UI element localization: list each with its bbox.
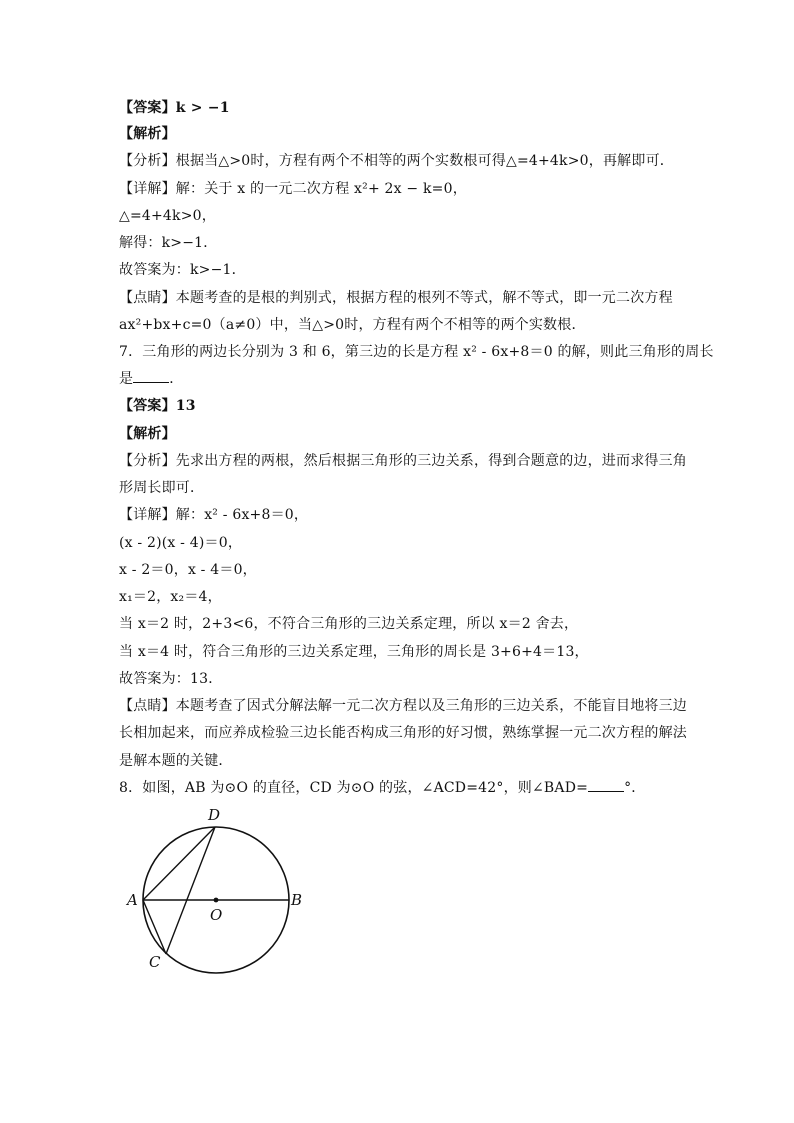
label-b: B (291, 891, 303, 909)
question-8-text (119, 778, 645, 798)
solution-step: 故答案为：13． (119, 671, 223, 687)
comment-line: 是解本题的关键． (119, 753, 233, 769)
analysis-line: 【分析】先求出方程的两根，然后根据三角形的三边关系，得到合题意的边，进而求得三角 (119, 453, 687, 469)
label-d: D (208, 806, 221, 824)
question-8-suffix: °． (624, 780, 646, 796)
solution-step: △=4+4k>0， (119, 208, 216, 224)
answer-blank (588, 779, 624, 792)
question-7-text: 7．三角形的两边长分别为 3 和 6，第三边的长是方程 x² - 6x+8＝0 的解，则此三角形的周长 (119, 344, 714, 360)
comment-line: 【点睛】本题考查了因式分解法解一元二次方程以及三角形的三边关系，不能盲目地将三边 (119, 698, 687, 714)
label-c: C (149, 953, 161, 971)
question-7-prefix: 是 (119, 371, 134, 387)
solution-step: (x - 2)(x - 4)＝0， (119, 535, 243, 551)
comment-line: ax²+bx+c=0（a≠0）中，当△>0时，方程有两个不相等的两个实数根． (119, 317, 586, 333)
analysis-line: 形周长即可． (119, 480, 205, 496)
analysis-heading: 【解析】 (119, 426, 176, 442)
comment-line: 长相加起来，而应养成检验三边长能否构成三角形的好习惯，熟练掌握一元二次方程的解法 (119, 725, 687, 741)
answer-blank (133, 370, 169, 383)
solution-line: 【详解】解：关于 x 的一元二次方程 x²+ 2x − k=0， (119, 181, 467, 197)
label-a: A (127, 891, 138, 909)
solution-step: 故答案为：k>−1． (119, 262, 246, 278)
segment-ac (143, 900, 166, 954)
question-7-text-end (119, 369, 183, 389)
question-7-suffix: ． (169, 371, 184, 387)
circle-figure (118, 800, 318, 980)
question-8-prefix: 8．如图，AB 为⊙O 的直径，CD 为⊙O 的弦，∠ACD=42°，则∠BAD= (119, 780, 589, 796)
label-o: O (210, 906, 223, 924)
answer-line: 【答案】k > −1 (119, 100, 230, 116)
answer-line: 【答案】13 (119, 398, 196, 414)
solution-step: 当 x＝4 时，符合三角形的三边关系定理，三角形的周长是 3+6+4＝13， (119, 644, 589, 660)
solution-step: 解得：k>−1． (119, 235, 218, 251)
solution-step: x - 2＝0，x - 4＝0， (119, 562, 257, 578)
analysis-heading: 【解析】 (119, 126, 176, 142)
comment-line: 【点睛】本题考查的是根的判别式，根据方程的根列不等式，解不等式，即一元二次方程 (119, 290, 673, 306)
center-point (214, 898, 219, 903)
solution-line: 【详解】解：x² - 6x+8＝0， (119, 507, 309, 523)
solution-step: 当 x＝2 时，2+3<6，不符合三角形的三边关系定理，所以 x＝2 舍去， (119, 616, 579, 632)
chord-cd (166, 827, 215, 954)
solution-step: x₁＝2，x₂＝4， (119, 589, 222, 605)
analysis-line: 【分析】根据当△>0时，方程有两个不相等的两个实数根可得△=4+4k>0，再解即可． (119, 153, 674, 169)
